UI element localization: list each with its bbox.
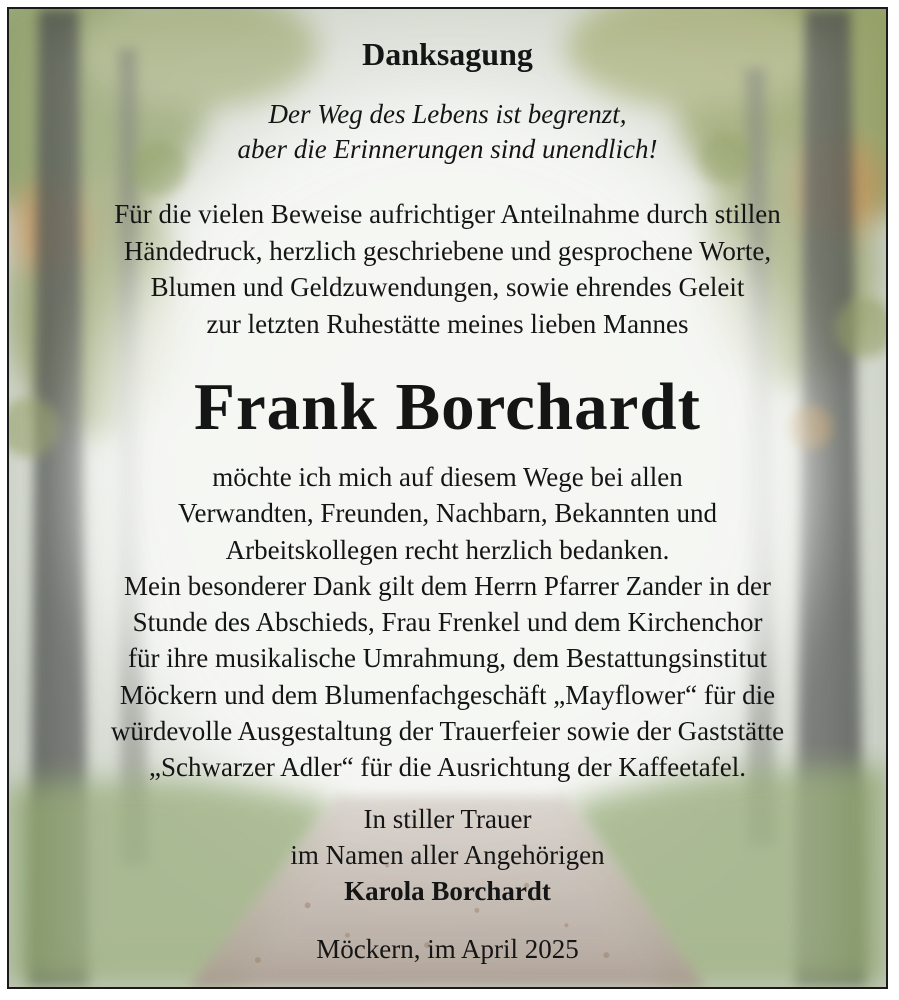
thanks-paragraph xyxy=(29,459,866,786)
motto-line: Der Weg des Lebens ist begrenzt, xyxy=(268,99,627,129)
motto-line: aber die Erinnerungen sind unendlich! xyxy=(237,134,658,164)
mourning-line: im Namen aller Angehörigen xyxy=(290,840,605,870)
intro-line: zur letzten Ruhestätte meines lieben Mannes xyxy=(206,308,689,339)
mourning-block xyxy=(29,801,866,909)
thanks-line: möchte ich mich auf diesem Wege bei allen xyxy=(212,462,683,492)
thanks-line: Mein besonderer Dank gilt dem Herrn Pfarrer Zander in der xyxy=(124,570,771,601)
intro-line: Händedruck, herzlich geschriebene und gesprochene Worte, xyxy=(123,235,772,266)
thanks-line: Möckern und dem Blumenfachgeschäft „Mayflower“ für die xyxy=(119,679,776,710)
intro-line: Für die vielen Beweise aufrichtiger Anteilnahme durch stillen xyxy=(114,199,781,229)
thanks-line: Verwandten, Freunden, Nachbarn, Bekannten und xyxy=(177,498,718,529)
thanks-line: Arbeitskollegen recht herzlich bedanken. xyxy=(225,534,670,565)
signer-name: Karola Borchardt xyxy=(344,876,551,906)
thanks-line: Stunde des Abschieds, Frau Frenkel und dem Kirchenchor xyxy=(132,607,763,638)
deceased-name: Frank Borchardt xyxy=(194,370,701,444)
heading: Danksagung xyxy=(362,36,533,72)
place-date: Möckern, im April 2025 xyxy=(316,934,579,964)
intro-line: Blumen und Geldzuwendungen, sowie ehrendes Geleit xyxy=(150,272,745,302)
obituary-card xyxy=(7,7,888,989)
intro-paragraph xyxy=(29,196,866,342)
notice-text xyxy=(9,9,886,987)
mourning-line: In stiller Trauer xyxy=(363,804,532,834)
thanks-line: für ihre musikalische Umrahmung, dem Bestattungsinstitut xyxy=(128,643,767,674)
motto xyxy=(29,97,866,167)
thanks-line: würdevolle Ausgestaltung der Trauerfeier sowie der Gaststätte xyxy=(110,716,785,747)
thanks-line: „Schwarzer Adler“ für die Ausrichtung der Kaffeetafel. xyxy=(149,752,746,783)
